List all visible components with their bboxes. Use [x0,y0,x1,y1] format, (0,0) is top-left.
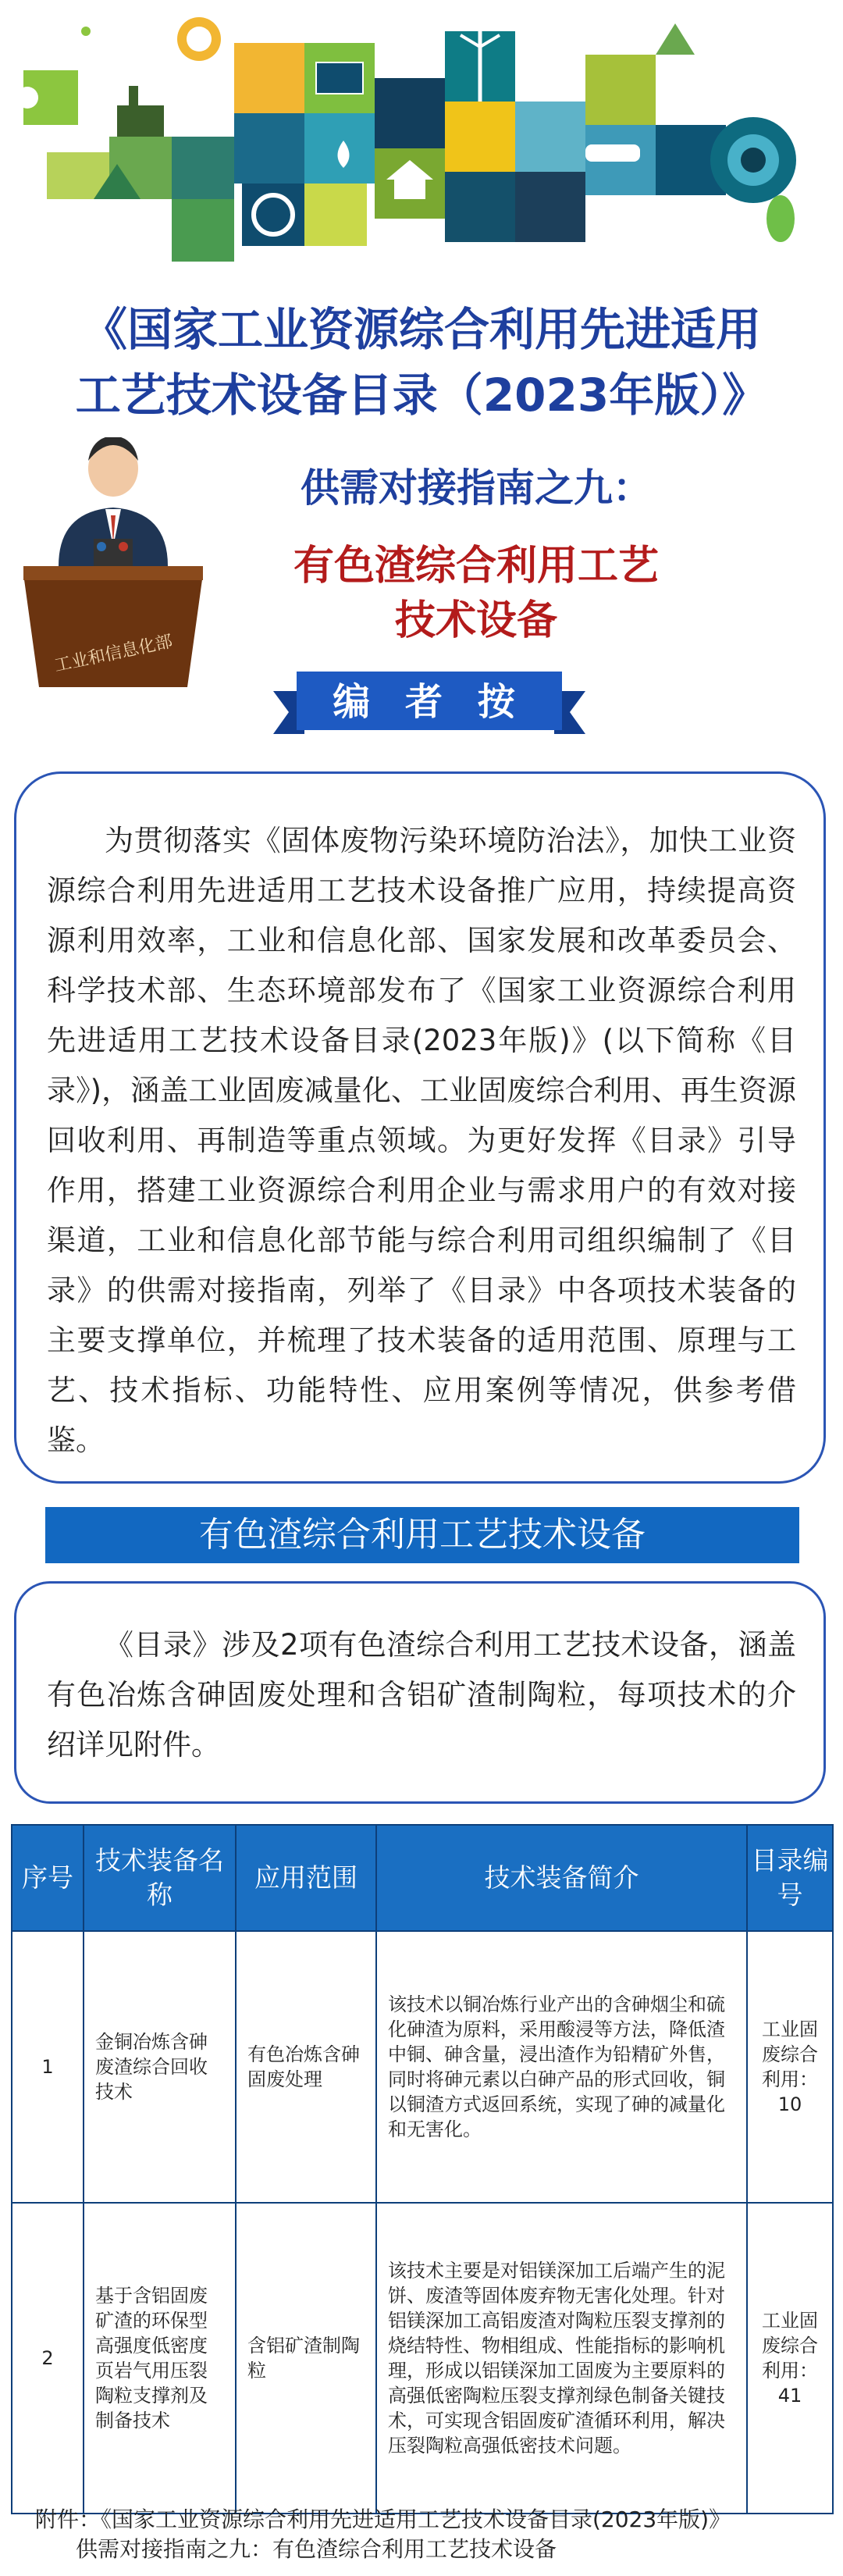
cell-name: 金铜冶炼含砷废渣综合回收技术 [84,1931,236,2203]
section-paragraph: 《目录》涉及2项有色渣综合利用工艺技术设备，涵盖有色冶炼含砷固废处理和含铝矿渣制陶粒，每项技术的介绍详见附件。 [47,1628,796,1762]
cell-no: 1 [12,1931,84,2203]
cell-scope: 有色冶炼含砷固废处理 [236,1931,376,2203]
podium-label: 工业和信息化部 [52,632,175,676]
guide-topic [211,539,742,648]
header-code: 目录编号 [747,1825,833,1931]
table-header-row [12,1825,833,1931]
attachment-line-2: 供需对接指南之九：有色渣综合利用工艺技术设备 [76,2536,557,2562]
table-row [12,2203,833,2514]
attachment-line-1: 附件：《国家工业资源综合利用先进适用工艺技术设备目录(2023年版)》 [35,2507,731,2532]
cell-scope: 含铝矿渣制陶粒 [236,2203,376,2514]
header-desc: 技术装备简介 [376,1825,747,1931]
cell-no: 2 [12,2203,84,2514]
title-line-2: 工艺技术设备目录（2023年版）》 [75,369,768,422]
table-row [12,1931,833,2203]
cell-name: 基于含铝固废矿渣的环保型高强度低密度页岩气用压裂陶粒支撑剂及制备技术 [84,2203,236,2514]
attachment-note [35,2505,823,2564]
page-title [0,297,843,428]
cell-desc: 该技术以铜冶炼行业产出的含砷烟尘和硫化砷渣为原料，采用酸浸等方法，降低渣中铜、砷含量，浸出渣作为铅精矿外售，同时将砷元素以白砷产品的形式回收，铜以铜渣方式返回系统，实现了砷的减量化和无害化。 [376,1931,747,2203]
title-line-1: 《国家工业资源综合利用先进适用 [81,303,761,356]
topic-line-1: 有色渣综合利用工艺 [293,543,659,590]
cell-code: 工业固废综合利用：10 [747,1931,833,2203]
cell-desc: 该技术主要是对铝镁深加工后端产生的泥饼、废渣等固体废弃物无害化处理。针对铝镁深加工高铝废渣对陶粒压裂支撑剂的烧结特性、物相组成、性能指标的影响机理，形成以铝镁深加工固废为主要原料的高强低密陶粒压裂支撑剂绿色制备关键技术，可实现含铝固废矿渣循环利用，解决压裂陶粒高强低密技术问题。 [376,2203,747,2514]
green-energy-banner [0,0,843,281]
guide-subtitle: 供需对接指南之九： [301,465,652,511]
topic-line-2: 技术设备 [394,597,557,644]
section-title: 有色渣综合利用工艺技术设备 [45,1507,799,1563]
intro-paragraph: 为贯彻落实《固体废物污染环境防治法》，加快工业资源综合利用先进适用工艺技术设备推广应用，持续提高资源利用效率，工业和信息化部、国家发展和改革委员会、科学技术部、生态环境部发布了《国家工业资源综合利用先进适用工艺技术设备目录(2023年版)》(以下简称《目录》)，涵盖工业固废减量化、工业固废综合利用、再生资源回收利用、再制造等重点领域。为更好发挥《目录》引导作用，搭建工业资源综合利用企业与需求用户的有效对接渠道，工业和信息化部节能与综合利用司组织编制了《目录》的供需对接指南，列举了《目录》中各项技术装备的主要支撑单位，并梳理了技术装备的适用范围、原理与工艺、技术指标、功能特性、应用案例等情况，供参考借鉴。 [47,824,796,1457]
header-no: 序号 [12,1825,84,1931]
tech-table [11,1824,834,2514]
header-scope: 应用范围 [236,1825,376,1931]
header-name: 技术装备名称 [84,1825,236,1931]
editor-note-label: 编 者 按 [333,680,526,724]
cell-code: 工业固废综合利用：41 [747,2203,833,2514]
